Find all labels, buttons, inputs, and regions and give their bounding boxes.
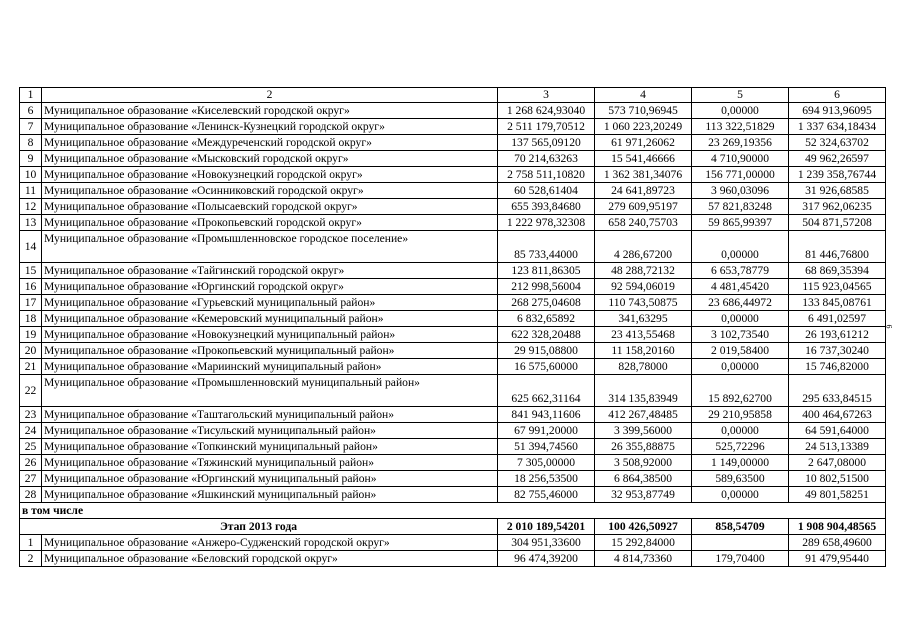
- value-cell-4: 23 413,55468: [595, 327, 692, 343]
- header-cell-6: 6: [789, 88, 886, 103]
- value-cell-4: 3 399,56000: [595, 423, 692, 439]
- value-cell-6: 289 658,49600: [789, 535, 886, 551]
- municipality-name-cell: Муниципальное образование «Тайгинский городской округ»: [42, 263, 498, 279]
- municipality-name-cell: Муниципальное образование «Осинниковский городской округ»: [42, 183, 498, 199]
- value-cell-5: 4 710,90000: [692, 151, 789, 167]
- total-value-cell: 7 305,00000: [498, 455, 595, 471]
- table-row: [20, 263, 886, 279]
- stage-value-cell-5: 858,54709: [692, 519, 789, 535]
- value-cell-6: 295 633,84515: [789, 375, 886, 407]
- budget-table: [19, 87, 886, 567]
- value-cell-4: 48 288,72132: [595, 263, 692, 279]
- row-number-cell: 22: [20, 375, 42, 407]
- total-value-cell: 6 832,65892: [498, 311, 595, 327]
- municipality-name-cell: Муниципальное образование «Новокузнецкий муниципальный район»: [42, 327, 498, 343]
- value-cell-5: 57 821,83248: [692, 199, 789, 215]
- row-number-cell: 12: [20, 199, 42, 215]
- value-cell-5: 23 269,19356: [692, 135, 789, 151]
- total-value-cell: 1 222 978,32308: [498, 215, 595, 231]
- value-cell-5: 59 865,99397: [692, 215, 789, 231]
- value-cell-5: 2 019,58400: [692, 343, 789, 359]
- table-row: [20, 535, 886, 551]
- header-cell-5: 5: [692, 88, 789, 103]
- stage-value-cell-4: 100 426,50927: [595, 519, 692, 535]
- total-value-cell: 51 394,74560: [498, 439, 595, 455]
- total-value-cell: 123 811,86305: [498, 263, 595, 279]
- row-number-cell: 2: [20, 551, 42, 567]
- table-row: [20, 279, 886, 295]
- row-number-cell: 20: [20, 343, 42, 359]
- value-cell-5: 3 960,03096: [692, 183, 789, 199]
- value-cell-6: 317 962,06235: [789, 199, 886, 215]
- municipality-name-cell: Муниципальное образование «Юргинский городской округ»: [42, 279, 498, 295]
- table-row: [20, 215, 886, 231]
- municipality-name-cell: Муниципальное образование «Полысаевский городской округ»: [42, 199, 498, 215]
- value-cell-4: 15 292,84000: [595, 535, 692, 551]
- stage-total-row: [20, 519, 886, 535]
- value-cell-6: 2 647,08000: [789, 455, 886, 471]
- municipality-name-cell: Муниципальное образование «Яшкинский муниципальный район»: [42, 487, 498, 503]
- value-cell-5: 0,00000: [692, 103, 789, 119]
- value-cell-6: 52 324,63702: [789, 135, 886, 151]
- page-number: 6: [884, 324, 894, 329]
- row-number-cell: 8: [20, 135, 42, 151]
- table-row: [20, 471, 886, 487]
- municipality-name-cell: Муниципальное образование «Тяжинский муниципальный район»: [42, 455, 498, 471]
- value-cell-4: 828,78000: [595, 359, 692, 375]
- table-row: [20, 439, 886, 455]
- row-number-cell: 1: [20, 535, 42, 551]
- value-cell-4: 32 953,87749: [595, 487, 692, 503]
- total-value-cell: 622 328,20488: [498, 327, 595, 343]
- value-cell-6: 15 746,82000: [789, 359, 886, 375]
- header-cell-4: 4: [595, 88, 692, 103]
- table-row: [20, 359, 886, 375]
- municipality-name-cell: Муниципальное образование «Мысковский городской округ»: [42, 151, 498, 167]
- total-value-cell: 2 511 179,70512: [498, 119, 595, 135]
- row-number-cell: 13: [20, 215, 42, 231]
- value-cell-6: 504 871,57208: [789, 215, 886, 231]
- municipality-name-cell: Муниципальное образование «Топкинский муниципальный район»: [42, 439, 498, 455]
- value-cell-6: 68 869,35394: [789, 263, 886, 279]
- value-cell-4: 61 971,26062: [595, 135, 692, 151]
- value-cell-5: 23 686,44972: [692, 295, 789, 311]
- table-row: [20, 151, 886, 167]
- value-cell-5: 0,00000: [692, 487, 789, 503]
- table-row: [20, 183, 886, 199]
- value-cell-5: 179,70400: [692, 551, 789, 567]
- municipality-name-cell: Муниципальное образование «Киселевский городской округ»: [42, 103, 498, 119]
- municipality-name-cell: Муниципальное образование «Анжеро-Судженский городской округ»: [42, 535, 498, 551]
- value-cell-6: 24 513,13389: [789, 439, 886, 455]
- total-value-cell: 1 268 624,93040: [498, 103, 595, 119]
- value-cell-5: 3 102,73540: [692, 327, 789, 343]
- value-cell-4: 24 641,89723: [595, 183, 692, 199]
- value-cell-5: 589,63500: [692, 471, 789, 487]
- value-cell-5: 29 210,95858: [692, 407, 789, 423]
- table-row: [20, 487, 886, 503]
- total-value-cell: 67 991,20000: [498, 423, 595, 439]
- total-value-cell: 212 998,56004: [498, 279, 595, 295]
- value-cell-6: 49 801,58251: [789, 487, 886, 503]
- table-row: [20, 231, 886, 263]
- in-total-label: в том числе: [20, 503, 886, 519]
- value-cell-5: 0,00000: [692, 231, 789, 263]
- value-cell-4: 1 060 223,20249: [595, 119, 692, 135]
- row-number-cell: 6: [20, 103, 42, 119]
- municipality-name-cell: Муниципальное образование «Беловский городской округ»: [42, 551, 498, 567]
- municipality-name-cell: Муниципальное образование «Таштагольский муниципальный район»: [42, 407, 498, 423]
- table-row: [20, 343, 886, 359]
- value-cell-6: 115 923,04565: [789, 279, 886, 295]
- value-cell-5: 0,00000: [692, 423, 789, 439]
- table-row: [20, 375, 886, 407]
- value-cell-4: 573 710,96945: [595, 103, 692, 119]
- value-cell-4: 412 267,48485: [595, 407, 692, 423]
- municipality-name-cell: Муниципальное образование «Кемеровский муниципальный район»: [42, 311, 498, 327]
- value-cell-4: 26 355,88875: [595, 439, 692, 455]
- total-value-cell: 268 275,04608: [498, 295, 595, 311]
- value-cell-6: 31 926,68585: [789, 183, 886, 199]
- value-cell-4: 279 609,95197: [595, 199, 692, 215]
- value-cell-6: 6 491,02597: [789, 311, 886, 327]
- value-cell-4: 4 286,67200: [595, 231, 692, 263]
- row-number-cell: 9: [20, 151, 42, 167]
- total-value-cell: 96 474,39200: [498, 551, 595, 567]
- total-value-cell: 29 915,08800: [498, 343, 595, 359]
- municipality-name-cell: Муниципальное образование «Мариинский муниципальный район»: [42, 359, 498, 375]
- value-cell-6: 16 737,30240: [789, 343, 886, 359]
- value-cell-6: 133 845,08761: [789, 295, 886, 311]
- value-cell-4: 1 362 381,34076: [595, 167, 692, 183]
- row-number-cell: 25: [20, 439, 42, 455]
- municipality-name-cell: Муниципальное образование «Прокопьевский муниципальный район»: [42, 343, 498, 359]
- municipality-name-cell: Муниципальное образование «Промышленновский муниципальный район»: [42, 375, 498, 407]
- total-value-cell: 655 393,84680: [498, 199, 595, 215]
- municipality-name-cell: Муниципальное образование «Междуреченский городской округ»: [42, 135, 498, 151]
- value-cell-4: 6 864,38500: [595, 471, 692, 487]
- row-number-cell: 15: [20, 263, 42, 279]
- value-cell-5: 113 322,51829: [692, 119, 789, 135]
- municipality-name-cell: Муниципальное образование «Тисульский муниципальный район»: [42, 423, 498, 439]
- table-row: [20, 407, 886, 423]
- value-cell-4: 11 158,20160: [595, 343, 692, 359]
- header-cell-1: 1: [20, 88, 42, 103]
- value-cell-6: 10 802,51500: [789, 471, 886, 487]
- value-cell-5: 6 653,78779: [692, 263, 789, 279]
- value-cell-6: 49 962,26597: [789, 151, 886, 167]
- row-number-cell: 10: [20, 167, 42, 183]
- total-value-cell: 304 951,33600: [498, 535, 595, 551]
- row-number-cell: 18: [20, 311, 42, 327]
- row-number-cell: 24: [20, 423, 42, 439]
- municipality-name-cell: Муниципальное образование «Гурьевский муниципальный район»: [42, 295, 498, 311]
- table-row: [20, 199, 886, 215]
- municipality-name-cell: Муниципальное образование «Ленинск-Кузнецкий городской округ»: [42, 119, 498, 135]
- value-cell-4: 15 541,46666: [595, 151, 692, 167]
- row-number-cell: 26: [20, 455, 42, 471]
- table-row: [20, 551, 886, 567]
- value-cell-4: 658 240,75703: [595, 215, 692, 231]
- table-row: [20, 167, 886, 183]
- municipality-name-cell: Муниципальное образование «Новокузнецкий городской округ»: [42, 167, 498, 183]
- value-cell-4: 4 814,73360: [595, 551, 692, 567]
- value-cell-6: 26 193,61212: [789, 327, 886, 343]
- value-cell-6: 81 446,76800: [789, 231, 886, 263]
- value-cell-5: 0,00000: [692, 311, 789, 327]
- total-value-cell: 2 758 511,10820: [498, 167, 595, 183]
- value-cell-4: 314 135,83949: [595, 375, 692, 407]
- table-row: [20, 327, 886, 343]
- row-number-cell: 11: [20, 183, 42, 199]
- value-cell-6: 64 591,64000: [789, 423, 886, 439]
- total-value-cell: 625 662,31164: [498, 375, 595, 407]
- municipality-name-cell: Муниципальное образование «Прокопьевский городской округ»: [42, 215, 498, 231]
- row-number-cell: 23: [20, 407, 42, 423]
- municipality-name-cell: Муниципальное образование «Промышленновское городское поселение»: [42, 231, 498, 263]
- table-header-row: [20, 88, 886, 103]
- subtotal-label-row: [20, 503, 886, 519]
- table-row: [20, 119, 886, 135]
- table-row: [20, 135, 886, 151]
- total-value-cell: 137 565,09120: [498, 135, 595, 151]
- row-number-cell: 17: [20, 295, 42, 311]
- row-number-cell: 7: [20, 119, 42, 135]
- row-number-cell: 16: [20, 279, 42, 295]
- stage-total-value-cell: 2 010 189,54201: [498, 519, 595, 535]
- total-value-cell: 60 528,61404: [498, 183, 595, 199]
- value-cell-5: 4 481,45420: [692, 279, 789, 295]
- row-number-cell: 27: [20, 471, 42, 487]
- municipality-name-cell: Муниципальное образование «Юргинский муниципальный район»: [42, 471, 498, 487]
- value-cell-6: 1 239 358,76744: [789, 167, 886, 183]
- value-cell-6: 694 913,96095: [789, 103, 886, 119]
- value-cell-5: 156 771,00000: [692, 167, 789, 183]
- table-row: [20, 311, 886, 327]
- value-cell-6: 1 337 634,18434: [789, 119, 886, 135]
- stage-value-cell-6: 1 908 904,48565: [789, 519, 886, 535]
- table-row: [20, 423, 886, 439]
- stage-name-cell: Этап 2013 года: [20, 519, 498, 535]
- value-cell-5: 15 892,62700: [692, 375, 789, 407]
- value-cell-4: 110 743,50875: [595, 295, 692, 311]
- value-cell-6: 400 464,67263: [789, 407, 886, 423]
- table-row: [20, 103, 886, 119]
- row-number-cell: 21: [20, 359, 42, 375]
- row-number-cell: 14: [20, 231, 42, 263]
- total-value-cell: 16 575,60000: [498, 359, 595, 375]
- value-cell-5: 525,72296: [692, 439, 789, 455]
- total-value-cell: 841 943,11606: [498, 407, 595, 423]
- row-number-cell: 28: [20, 487, 42, 503]
- value-cell-4: 3 508,92000: [595, 455, 692, 471]
- table-row: [20, 455, 886, 471]
- total-value-cell: 18 256,53500: [498, 471, 595, 487]
- table-row: [20, 295, 886, 311]
- row-number-cell: 19: [20, 327, 42, 343]
- value-cell-5: 1 149,00000: [692, 455, 789, 471]
- header-cell-2: 2: [42, 88, 498, 103]
- total-value-cell: 85 733,44000: [498, 231, 595, 263]
- value-cell-5: [692, 535, 789, 551]
- value-cell-5: 0,00000: [692, 359, 789, 375]
- value-cell-4: 341,63295: [595, 311, 692, 327]
- total-value-cell: 70 214,63263: [498, 151, 595, 167]
- header-cell-3: 3: [498, 88, 595, 103]
- value-cell-4: 92 594,06019: [595, 279, 692, 295]
- value-cell-6: 91 479,95440: [789, 551, 886, 567]
- total-value-cell: 82 755,46000: [498, 487, 595, 503]
